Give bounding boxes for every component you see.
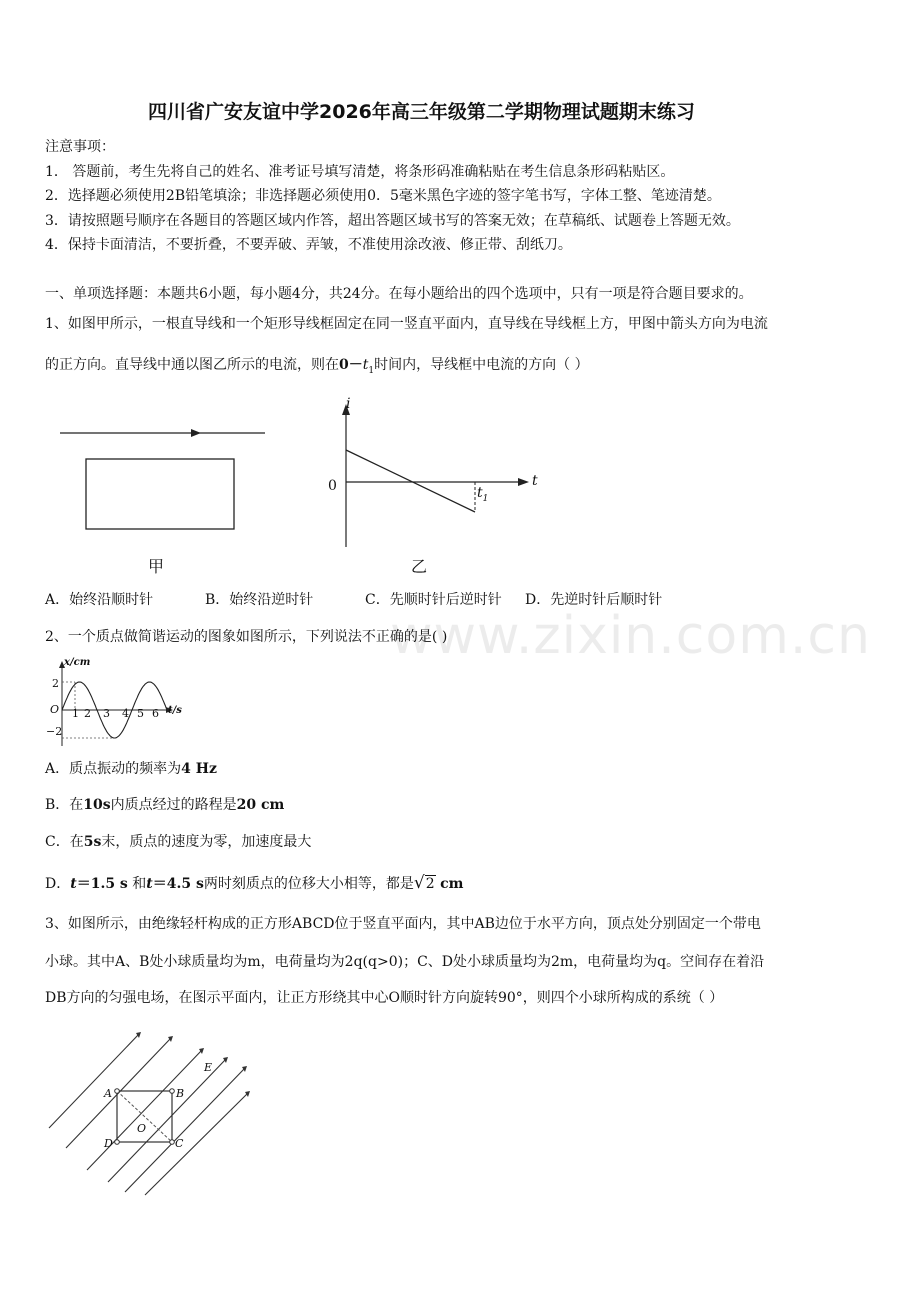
t1-label: $t_1$ (477, 485, 489, 504)
page-title: 四川省广安友谊中学2026年高三年级第二学期物理试题期末练习 (148, 101, 695, 123)
field-e-label: E (204, 1061, 213, 1074)
q2-xtick: 4 (122, 707, 129, 720)
q1-option-d: D．先逆时针后顺时针 (525, 592, 663, 608)
q2-graph (45, 658, 195, 748)
center-o-label: O (137, 1122, 147, 1135)
notice-item: 3．请按照题号顺序在各题目的答题区域内作答，超出答题区域书写的答案无效；在草稿纸、试题卷上答题无效。 (45, 213, 740, 229)
figure-label-jia: 甲 (148, 557, 165, 576)
section-heading: 一、单项选择题：本题共6小题，每小题4分，共24分。在每小题给出的四个选项中，只有一项是符合题目要求的。 (45, 286, 753, 302)
q1-option-c: C．先顺时针后逆时针 (365, 592, 502, 608)
q3-stem-line1: 3、如图所示，由绝缘轻杆构成的正方形ABCD位于竖直平面内，其中AB边位于水平方向，顶点处分别固定一个带电 (45, 916, 761, 932)
q2-xtick: 3 (103, 707, 110, 720)
q2-ylabel: x/cm (64, 657, 91, 668)
notice-heading: 注意事项： (45, 139, 115, 155)
sqrt-sign: √ (413, 873, 425, 893)
point-c-label: C (175, 1137, 184, 1150)
notice-item: 4．保持卡面清洁，不要折叠，不要弄破、弄皱，不准使用涂改液、修正带、刮纸刀。 (45, 237, 572, 253)
q2-option-d: D．t＝1.5 s 和t＝4.5 s两时刻质点的位移大小相等，都是√2 cm (45, 873, 464, 893)
q2-xlabel: t/s (168, 705, 182, 716)
q3-figure (45, 1030, 265, 1200)
q1-option-a: A．始终沿顺时针 (45, 592, 154, 608)
q1-option-b: B．始终沿逆时针 (205, 592, 314, 608)
q2-xtick: 1 (72, 707, 79, 720)
q2-option-c: C．在5s末，质点的速度为零，加速度最大 (45, 834, 312, 850)
q2-ytick: −2 (46, 725, 63, 738)
q2-xtick: 6 (152, 707, 159, 720)
q2-ytick: O (50, 703, 60, 716)
point-b-label: B (176, 1087, 185, 1100)
watermark: www.zixin.com.cn (390, 606, 871, 666)
q2-stem: 2、一个质点做简谐运动的图象如图所示，下列说法不正确的是( ) (45, 629, 448, 645)
notice-item: 2．选择题必须使用2B铅笔填涂；非选择题必须使用0．5毫米黑色字迹的签字笔书写，字体工整、笔迹清楚。 (45, 188, 721, 204)
q3-stem-line3: DB方向的匀强电场，在图示平面内，让正方形绕其中心O顺时针方向旋转90°，则四个小球所构成的系统（ ） (45, 990, 724, 1006)
axis-t-label: t (532, 473, 538, 489)
q2-xtick: 5 (137, 707, 144, 720)
q1-stem-line1: 1、如图甲所示，一根直导线和一个矩形导线框固定在同一竖直平面内，直导线在导线框上方，甲图中箭头方向为电流 (45, 316, 768, 332)
q2-option-b: B．在10s内质点经过的路程是20 cm (45, 797, 285, 813)
q1-stem-line2: 的正方向。直导线中通以图乙所示的电流，则在$0-t_1$时间内，导线框中电流的方向（ ） (45, 357, 589, 376)
q1-figure-yi (320, 395, 540, 555)
point-a-label: A (104, 1087, 112, 1100)
axis-i-label: i (346, 396, 351, 412)
notice-item: 1． 答题前，考生先将自己的姓名、准考证号填写清楚，将条形码准确粘贴在考生信息条形码粘贴区。 (45, 164, 675, 180)
q2-option-a: A．质点振动的频率为4 Hz (45, 761, 217, 777)
q2-xtick: 2 (84, 707, 91, 720)
origin-label: 0 (328, 478, 337, 494)
q2-ytick: 2 (52, 677, 59, 690)
q3-stem-line2: 小球。其中A、B处小球质量均为m，电荷量均为2q(q>0)；C、D处小球质量均为2m，电荷量均为q。空间存在着沿 (45, 954, 765, 970)
point-d-label: D (104, 1137, 113, 1150)
figure-label-yi: 乙 (411, 557, 428, 576)
